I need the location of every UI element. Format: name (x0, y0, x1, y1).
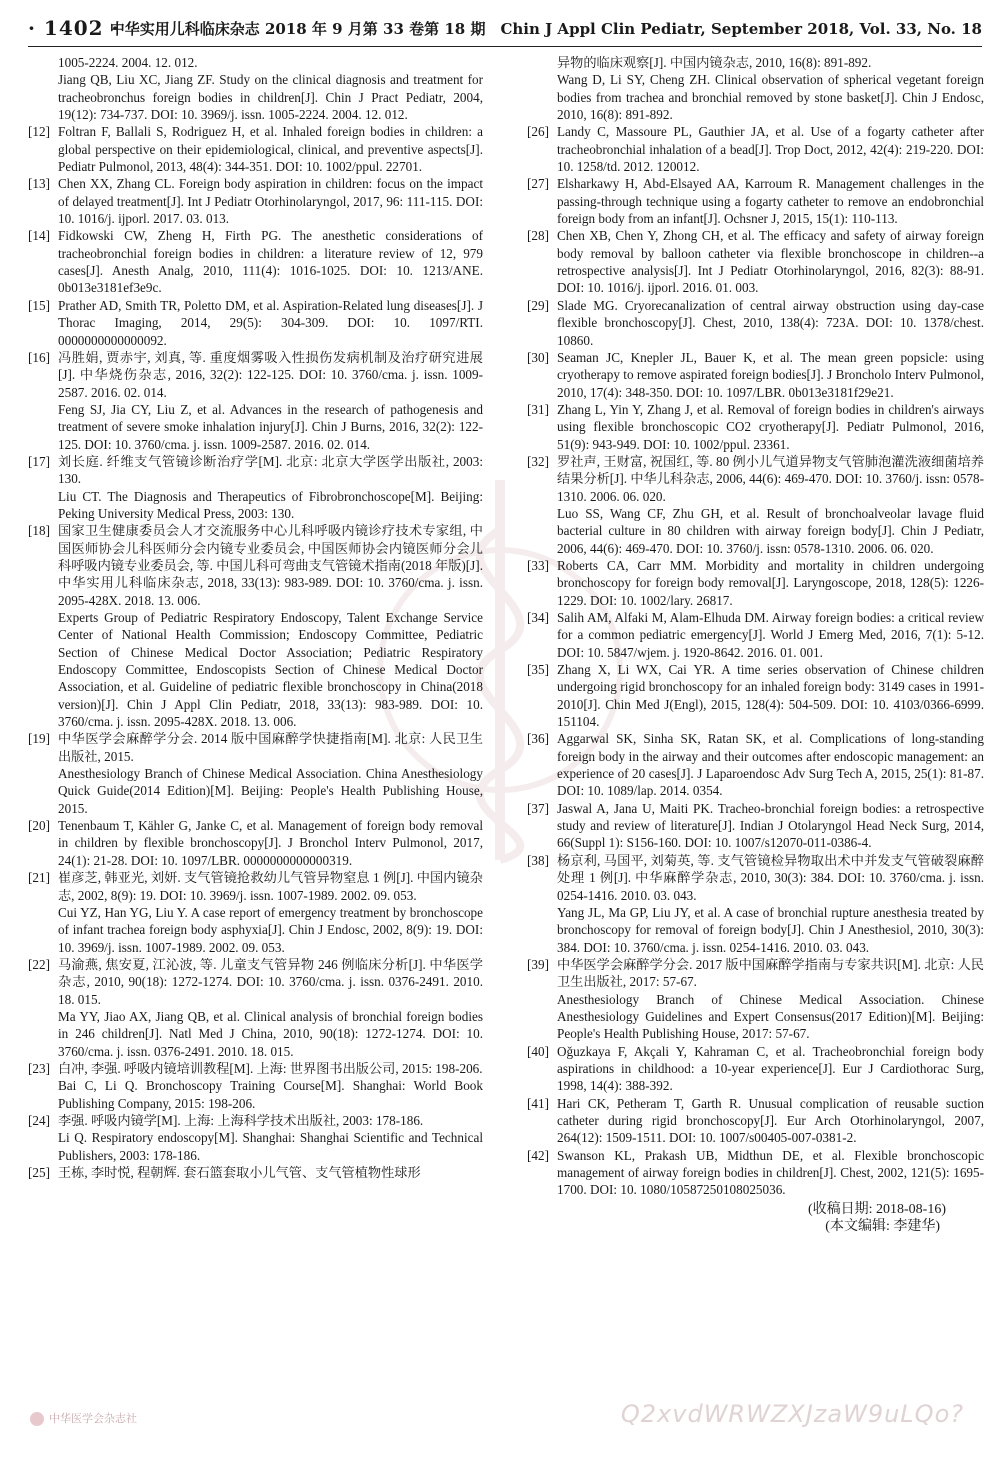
reference-entry (28, 123, 483, 175)
reference-entry (28, 869, 483, 956)
reference-number: [37] (527, 800, 549, 816)
reference-number: [27] (527, 176, 549, 192)
reference-entry (527, 401, 984, 453)
reference-number: [39] (527, 956, 549, 972)
reference-text: Salih AM, Alfaki M, Alam-Elhuda DM. Airway foreign bodies: a critical review for a common pediatric emergency[J]. World J Emerg Med, 2016, 7(1): 5-12. DOI: 10. 5847/wjem. j. 1920-8642. 2016. 01. 001. (557, 610, 984, 660)
reference-entry (28, 297, 483, 349)
reference-translation: Anesthesiology Branch of Chinese Medical Association. China Anesthesiology Quick Guide(2014 Edition)[M]. Beijing: People's Health Publishing House, 2015. (58, 766, 483, 816)
reference-text: Roberts CA, Carr MM. Morbidity and mortality in children undergoing bronchoscopy for foreign body removal[J]. Laryngoscope, 2018, 128(5): 1226-1229. DOI: 10. 1002/lary. 26817. (557, 557, 984, 608)
reference-entry (28, 227, 483, 296)
reference-number: [28] (527, 228, 549, 244)
reference-entry (527, 123, 984, 175)
reference-number: [38] (527, 852, 549, 868)
reference-entry (28, 453, 483, 522)
reference-entry (527, 956, 984, 1043)
reference-text: Slade MG. Cryorecanalization of central airway obstruction using day-case flexible bronchoscopy[J]. Chest, 2010, 138(4): 723A. DOI: 10. 1378/chest. 10860. (557, 297, 984, 348)
reference-text: Chen XB, Chen Y, Zhong CH, et al. The efficacy and safety of airway foreign body removal by balloon catheter via flexible bronchoscope in children--a retrospective analysis[J]. Int J Pediatr Otorhinolaryngol, 2016, 82(3): 88-91. DOI: 10. 1016/j. ijporl. 2016. 01. 003. (557, 228, 984, 296)
reference-translation: Anesthesiology Branch of Chinese Medical Association. Chinese Anesthesiology Guidelines and Expert Consensus(2017 Edition)[M]. Beijing: People's Health Publishing House, 2017: 57-67. (557, 991, 984, 1042)
reference-entry (28, 349, 483, 453)
reference-number: [35] (527, 662, 549, 678)
reference-number: [34] (527, 610, 549, 625)
reference-number: [13] (28, 176, 50, 192)
reference-entry (28, 1112, 483, 1164)
reference-translation: Feng SJ, Jia CY, Liu Z, et al. Advances in the research of pathogenesis and treatment of severe smoke inhalation injury[J]. Chin J Burns, 2016, 32(2): 122-125. DOI: 10. 3760/cma. j. issn. 1009-2587. 2016. 02. 014. (58, 401, 483, 452)
journal-citation-line: 中华实用儿科临床杂志 2018 年 9 月第 33 卷第 18 期 Chin J Appl Clin Pediatr, September 2018, Vol. 33, No. 18 (109, 20, 982, 38)
reference-number: [26] (527, 124, 549, 140)
reference-entry (527, 297, 984, 349)
reference-entry (527, 349, 984, 401)
reference-entry (527, 175, 984, 227)
reference-number: [24] (28, 1112, 50, 1128)
editor-credit: (本文编辑: 李建华) (825, 1218, 940, 1234)
reference-entry (527, 1095, 984, 1147)
reference-number: [12] (28, 124, 50, 140)
article-end-notes (527, 1201, 984, 1235)
reference-text: Elsharkawy H, Abd-Elsayed AA, Karroum R. Management challenges in the passing-through technique using a fogarty catheter to remove an endobronchial foreign body from an infant[J]. Ochsner J, 2015, 15(1): 110-113. (557, 176, 984, 227)
reference-text: Fidkowski CW, Zheng H, Firth PG. The anesthetic considerations of tracheobronchial foreign bodies in children: a literature review of 12, 979 cases[J]. Anesth Analg, 2010, 111(4): 1016-1025. DOI: 10. 1213/ANE. 0b013e3181ef3e9c. (58, 228, 483, 296)
reference-text: 刘长庭. 纤维支气管镜诊断治疗学[M]. 北京: 北京大学医学出版社, 2003: 130. (58, 453, 483, 487)
reference-text: 王栋, 李时悦, 程朝辉. 套石篮套取小儿气管、支气管植物性球形 (58, 1165, 421, 1180)
reference-entry (28, 1164, 483, 1181)
reference-translation: Experts Group of Pediatric Respiratory Endoscopy, Talent Exchange Service Center of National Health Commission; Endoscopy Committee, Pediatric Section of Chinese Medical Doctor Association; Pediatric Respiratory Endoscopy Committee, Endoscopists Section of Chinese Medical Doctor Association, et al. Guideline of pediatric flexible bronchoscopy in China(2018 version)[J]. Chin J Appl Clin Pediatr, 2018, 33(13): 983-989. DOI: 10. 3760/cma. j. issn. 2095-428X. 2018. 13. 006. (58, 610, 483, 730)
reference-entry (527, 1043, 984, 1095)
reference-number: [33] (527, 557, 549, 573)
reference-number: [15] (28, 297, 50, 313)
reference-text: Zhang X, Li WX, Cai YR. A time series observation of Chinese children undergoing rigid bronchoscopy for an inhaled foreign body: 3149 cases in 1991-2010[J]. Chin Med J(Engl), 2015, 128(4): 504-509. DOI: 10. 4103/0366-6999. 151104. (557, 662, 984, 730)
publisher-logo-icon (30, 1412, 44, 1426)
reference-text: 中华医学会麻醉学分会. 2014 版中国麻醉学快捷指南[M]. 北京: 人民卫生出版社, 2015. (58, 731, 483, 764)
reference-number: [29] (527, 297, 549, 313)
reference-text: 罗社声, 王财富, 祝国红, 等. 80 例小儿气道异物支气管肺泡灌洗液细菌培养结果分析[J]. 中华儿科杂志, 2006, 44(6): 469-470. DOI: 10. 3760/j. issn: 0578-1310. 2006. 06. 020. (557, 453, 984, 504)
reference-entry (28, 817, 483, 869)
reference-text: Chen XX, Zhang CL. Foreign body aspiration in children: focus on the impact of delayed treatment[J]. Int J Pediatr Otorhinolaryngol, 2017, 96: 111-115. DOI: 10. 1016/j. ijporl. 2017. 03. 013. (58, 176, 483, 227)
reference-text: 冯胜娟, 贾赤宇, 刘真, 等. 重度烟雾吸入性损伤发病机制及治疗研究进展[J]. 中华烧伤杂志, 2016, 32(2): 122-125. DOI: 10. 3760/cma. j. issn. 1009-2587. 2016. 02. 014. (58, 349, 483, 400)
reference-translation: Liu CT. The Diagnosis and Therapeutics of Fibrobronchoscope[M]. Beijing: Peking University Medical Press, 2003: 130. (58, 488, 483, 521)
reference-number: [40] (527, 1043, 549, 1059)
reference-text: Seaman JC, Knepler JL, Bauer K, et al. The mean green popsicle: using cryotherapy to remove aspirated foreign bodies[J]. J Broncholo Interv Pulmonol, 2010, 17(4): 348-350. DOI: 10. 1097/LBR. 0b013e3181f29e21. (557, 349, 984, 400)
reference-text: Oǧuzkaya F, Akçali Y, Kahraman C, et al. Tracheobronchial foreign body aspirations in childhood: a 10-year experience[J]. Eur J Cardiothorac Surg, 1998, 14(4): 388-392. (557, 1043, 984, 1094)
reference-text: Jaswal A, Jana U, Maiti PK. Tracheo-bronchial foreign bodies: a retrospective study and review of literature[J]. Indian J Otolaryngol Head Neck Surg, 2014, 66(Suppl 1): S156-160. DOI: 10. 1007/s12070-011-0386-4. (557, 800, 984, 851)
reference-number: [20] (28, 818, 50, 834)
reference-entry (527, 453, 984, 557)
reference-text: 中华医学会麻醉学分会. 2017 版中国麻醉学指南与专家共识[M]. 北京: 人民卫生出版社, 2017: 57-67. (557, 956, 984, 990)
reference-number: [41] (527, 1095, 549, 1111)
reference-translation: Luo SS, Wang CF, Zhu GH, et al. Result of bronchoalveolar lavage fluid bacterial culture in 80 children with airway foreign body[J]. Chin J Pediatr, 2006, 44(6): 469-470. DOI: 10. 3760/j. issn: 0578-1310. 2006. 06. 020. (557, 505, 984, 556)
reference-number: [16] (28, 349, 50, 365)
reference-text: 国家卫生健康委员会人才交流服务中心儿科呼吸内镜诊疗技术专家组, 中国医师协会儿科医师分会内镜专业委员会, 中国医师协会内镜医师分会儿科呼吸内镜专业委员会, 等. 中国儿科可弯曲支气管镜术指南(2018 年版)[J]. 中华实用儿科临床杂志, 2018, 33(13): 983-989. DOI: 10. 3760/cma. j. issn. 2095-428X. 2018. 13. 006. (58, 523, 483, 608)
reference-number: [17] (28, 453, 50, 469)
publisher-mark (30, 1410, 137, 1426)
reference-entry (28, 522, 483, 730)
reference-entry (527, 1147, 984, 1199)
reference-text: Swanson KL, Prakash UB, Midthun DE, et al. Flexible bronchoscopic management of airway foreign bodies in children[J]. Chest, 2002, 121(5): 1695-1700. DOI: 10. 1080/10587250108025036. (557, 1147, 984, 1198)
reference-text: Foltran F, Ballali S, Rodriguez H, et al. Inhaled foreign bodies in children: a global perspective on their epidemiological, clinical, and preventive aspects[J]. Pediatr Pulmonol, 2013, 48(4): 344-351. DOI: 10. 1002/ppul. 22701. (58, 124, 483, 175)
reference-number: [42] (527, 1147, 549, 1163)
reference-entry (527, 227, 984, 296)
reference-entry (527, 661, 984, 730)
reference-text: 崔彦芝, 韩亚光, 刘妍. 支气管镜抢救幼儿气管异物窒息 1 例[J]. 中国内镜杂志, 2002, 8(9): 19. DOI: 10. 3969/j. issn. 1007-1989. 2002. 09. 053. (58, 870, 483, 903)
reference-entry (527, 557, 984, 609)
reference-entry (28, 1060, 483, 1112)
reference-text: 白冲, 李强. 呼吸内镜培训教程[M]. 上海: 世界图书出版公司, 2015: 198-206. (58, 1060, 483, 1076)
continued-reference-text: Jiang QB, Liu XC, Jiang ZF. Study on the clinical diagnosis and treatment for tracheobronchus foreign bodies in children[J]. Chin J Pract Pediatr, 2004, 19(12): 734-737. DOI: 10. 3969/j. issn. 1005-2224. 2004. 12. 012. (58, 72, 483, 123)
reference-text: 李强. 呼吸内镜学[M]. 上海: 上海科学技术出版社, 2003: 178-186. (58, 1112, 424, 1128)
reference-text: 杨京利, 马国平, 刘菊英, 等. 支气管镜检异物取出术中并发支气管破裂麻醉处理 1 例[J]. 中华麻醉学杂志, 2010, 30(3): 384. DOI: 10. 3760/cma. j. issn. 0254-1416. 2010. 03. 043. (557, 852, 984, 903)
reference-number: [14] (28, 228, 50, 244)
reference-entry (28, 730, 483, 817)
header-rule (28, 46, 982, 47)
reference-number: [21] (28, 870, 50, 886)
reference-number: [32] (527, 453, 549, 469)
continued-reference-text: 异物的临床观察[J]. 中国内镜杂志, 2010, 16(8): 891-892. (557, 55, 872, 70)
reference-number: [19] (28, 731, 50, 747)
reference-number: [36] (527, 731, 549, 747)
reference-text: Aggarwal SK, Sinha SK, Ratan SK, et al. Complications of long-standing foreign body in the airway and their outcomes after endoscopic management: an experience of 20 cases[J]. J Laparoendosc Adv Surg Tech A, 2015, 25(1): 81-87. DOI: 10. 1089/lap. 2014. 0354. (557, 731, 984, 799)
reference-text: Zhang L, Yin Y, Zhang J, et al. Removal of foreign bodies in children's airways using flexible bronchoscopic CO2 cryotherapy[J]. Pediatr Pulmonol, 2016, 51(9): 943-949. DOI: 10. 1002/ppul. 23361. (557, 401, 984, 452)
reference-number: [18] (28, 523, 50, 539)
reference-number: [31] (527, 401, 549, 417)
reference-number: [25] (28, 1165, 50, 1180)
reference-entry (527, 852, 984, 956)
reference-translation: Bai C, Li Q. Bronchoscopy Training Course[M]. Shanghai: World Book Publishing Company, 2015: 198-206. (58, 1078, 483, 1111)
reference-text: Tenenbaum T, Kähler G, Janke C, et al. Management of foreign body removal in children by flexible bronchoscopy[J]. J Bronchol Interv Pulmonol, 2017, 24(1): 21-28. DOI: 10. 1097/LBR. 0000000000000319. (58, 818, 483, 868)
reference-entry (527, 730, 984, 799)
reference-number: [23] (28, 1060, 50, 1076)
continued-reference-text: Wang D, Li SY, Cheng ZH. Clinical observation of spherical vegetant foreign bodies from trachea and bronchial removed by stone basket[J]. Chin J Endosc, 2010, 16(8): 891-892. (557, 72, 984, 123)
reference-text: Prather AD, Smith TR, Poletto DM, et al. Aspiration-Related lung diseases[J]. J Thorac Imaging, 2014, 29(5): 304-309. DOI: 10. 1097/RTI. 0000000000000092. (58, 297, 483, 348)
publisher-name: 中华医学会杂志社 (49, 1412, 137, 1425)
reference-entry (28, 175, 483, 227)
reference-entry (527, 800, 984, 852)
reference-entry (527, 609, 984, 661)
reference-translation: Yang JL, Ma GP, Liu JY, et al. A case of bronchial rupture anesthesia treated by bronchoscopy for removal of foreign body[J]. Chin J Anesthesiol, 2010, 30(3): 384. DOI: 10. 3760/cma. j. issn. 0254-1416. 2010. 03. 043. (557, 904, 984, 955)
reference-number: [22] (28, 956, 50, 972)
page-number: · 1402 · (28, 16, 120, 40)
reference-translation: Ma YY, Jiao AX, Jiang QB, et al. Clinical analysis of bronchial foreign bodies in 246 children[J]. Natl Med J China, 2010, 90(18): 1272-1274. DOI: 10. 3760/cma. j. issn. 0376-2491. 2010. 18. 015. (58, 1008, 483, 1059)
reference-translation: Cui YZ, Han YG, Liu Y. A case report of emergency treatment by bronchoscope of infant trachea foreign body asphyxia[J]. Chin J Endosc, 2002, 8(9): 19. DOI: 10. 3969/j. issn. 1007-1989. 2002. 09. 053. (58, 904, 483, 955)
reference-translation: Li Q. Respiratory endoscopy[M]. Shanghai: Shanghai Scientific and Technical Publishers, 2003: 178-186. (58, 1130, 483, 1163)
reference-text: Hari CK, Petheram T, Garth R. Unusual complication of reusable suction catheter during rigid bronchoscopy[J]. Eur Arch Otorhinolaryngol, 2007, 264(12): 1509-1511. DOI: 10. 1007/s00405-007-0381-2. (557, 1095, 984, 1146)
reference-text: Landy C, Massoure PL, Gauthier JA, et al. Use of a fogarty catheter after tracheobronchial inhalation of a bead[J]. Trop Doct, 2012, 42(4): 219-220. DOI: 10. 1258/td. 2012. 120012. (557, 124, 984, 175)
reference-number: [30] (527, 349, 549, 365)
reference-column-right (527, 54, 984, 1235)
reference-column-left (28, 54, 483, 1181)
reference-entry (28, 956, 483, 1060)
page-header (28, 12, 982, 50)
received-date: (收稿日期: 2018-08-16) (807, 1201, 946, 1217)
continued-reference-text: 1005-2224. 2004. 12. 012. (58, 55, 198, 70)
document-code: Q2xvdWRWZXJzaW9uLQo? (620, 1400, 964, 1428)
reference-text: 马渝燕, 焦安夏, 江沁波, 等. 儿童支气管异物 246 例临床分析[J]. 中华医学杂志, 2010, 90(18): 1272-1274. DOI: 10. 3760/cma. j. issn. 0376-2491. 2010. 18. 015. (58, 956, 483, 1007)
